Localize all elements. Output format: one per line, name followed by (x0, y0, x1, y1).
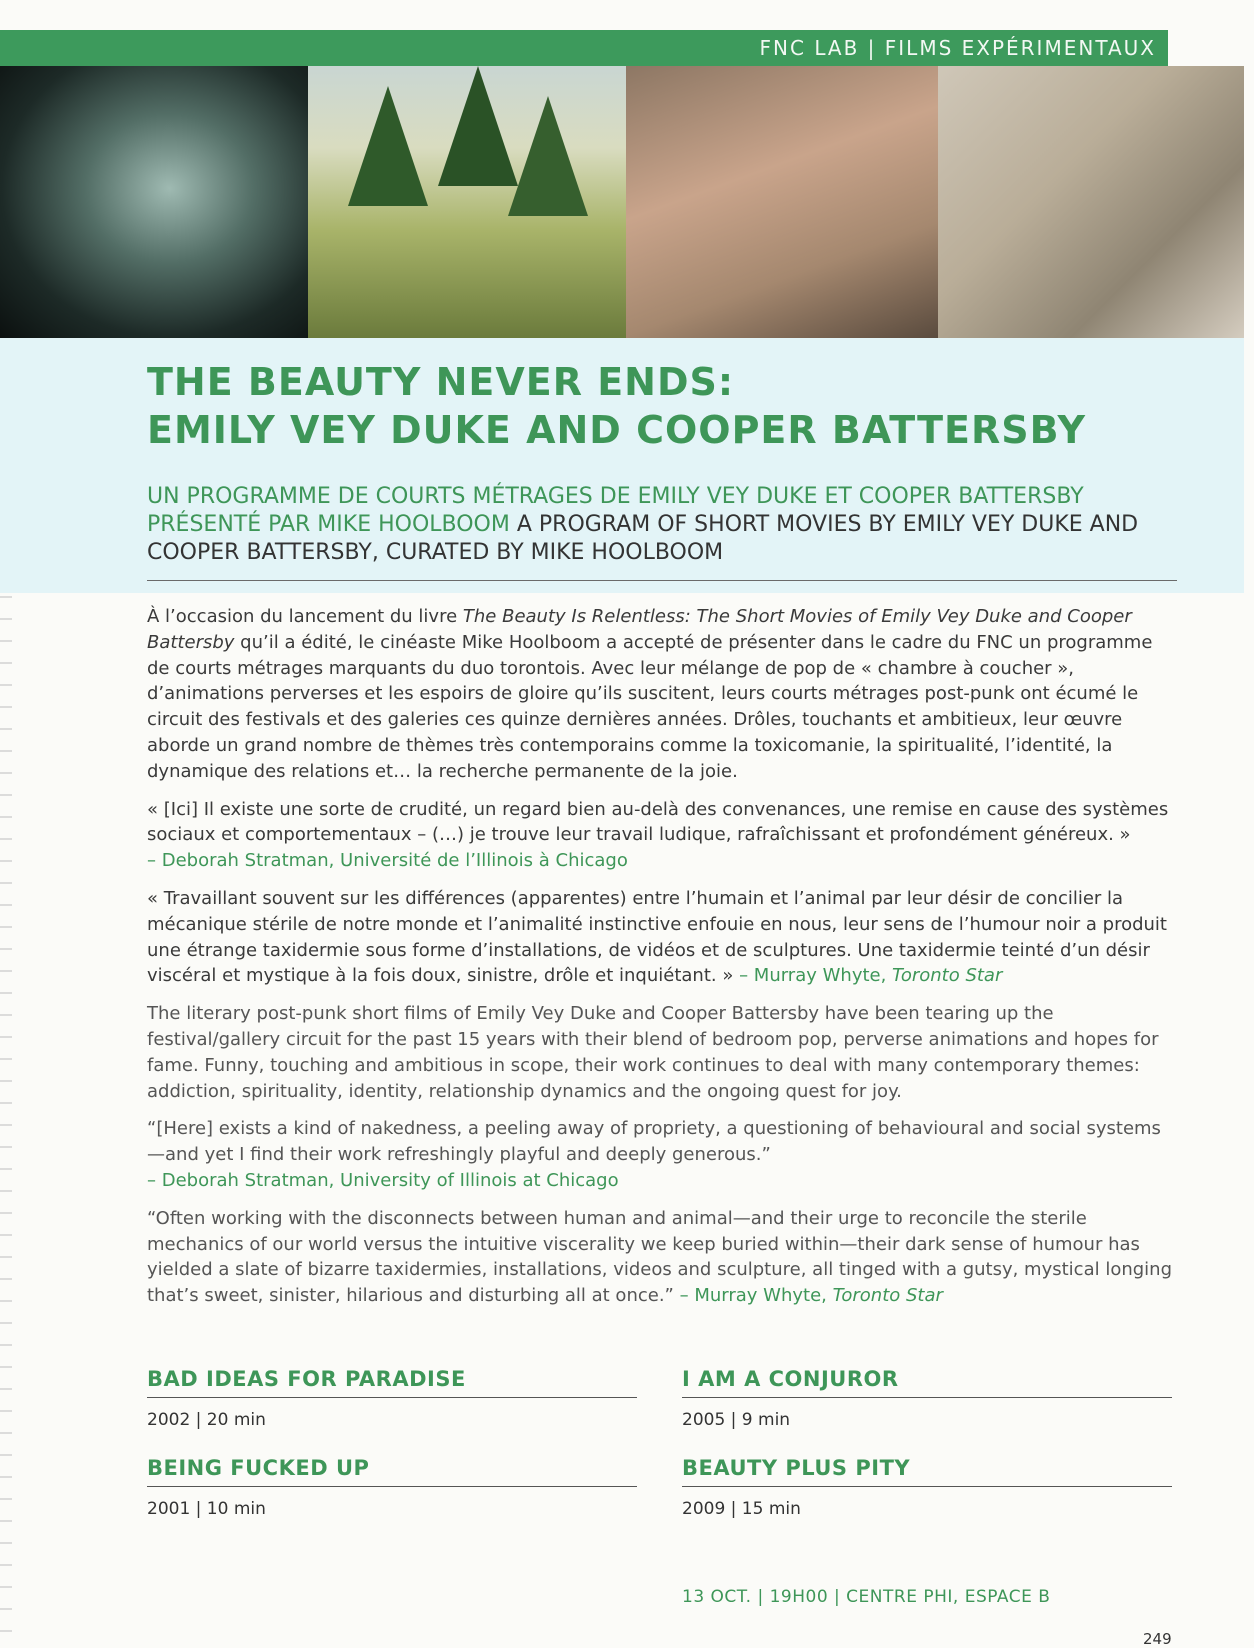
book-title: The Beauty Is Relentless: The Short Movies of Emily Vey Duke and Cooper Battersby (147, 606, 1132, 653)
fr-quote-2-attribution: – Murray Whyte, Toronto Star (739, 965, 1003, 987)
program-title (147, 358, 1147, 454)
film-still-2-animation (308, 66, 626, 338)
film-title: I AM A CONJUROR (682, 1367, 899, 1391)
en-quote-2-attribution: – Murray Whyte, Toronto Star (679, 1285, 943, 1307)
film-stills-strip (0, 66, 1244, 338)
en-quote-2: “Often working with the disconnects between human and animal—and their urge to reconcile the sterile mechanics of our world versus the intuitive viscerality we keep buried within—their dark sense of humour has yielded a slate of bizarre taxidermies, installations, videos and sculpture, all tinged with a gutsy, mystical longing that’s sweet, sinister, hilarious and disturbing all at once.” – Murray Whyte, Toronto Star (147, 1207, 1173, 1307)
film-still-3-portrait (626, 66, 938, 338)
fr-quote-1: « [Ici] Il existe une sorte de crudité, un regard bien au-delà des convenances, une remise en cause des systèmes sociaux et comportementaux – (…) je trouve leur travail ludique, rafraîchissant et profondément généreux. » – Deborah Stratman, Université de l’Illinois à Chicago (147, 798, 1169, 872)
subtitle-fr: UN PROGRAMME DE COURTS MÉTRAGES DE EMILY VEY DUKE ET COOPER BATTERSBY PRÉSENTÉ PAR MIKE HOOLBOOM (147, 484, 1084, 537)
film-meta: 2009 | 15 min (682, 1499, 801, 1519)
fr-intro-paragraph: À l’occasion du lancement du livre The Beauty Is Relentless: The Short Movies of Emily Vey Duke and Cooper Battersby qu’il a édité, le cinéaste Mike Hoolboom a accepté de présenter dans le cadre du FNC un programme de courts métrages marquants du duo torontois. Avec leur mélange de pop de « chambre à coucher », d’animations perverses et les espoirs de gloire qu’ils suscitent, leurs courts métrages post-punk ont écumé le circuit des festivals et des galeries ces quinze dernières années. Drôles, touchants et ambitieux, leur œuvre aborde un grand nombre de thèmes très contemporains comme la toxicomanie, la spiritualité, l’identité, la dynamique des relations et… la recherche permanente de la joie. (147, 606, 1153, 782)
film-divider (682, 1397, 1172, 1398)
en-quote-1: “[Here] exists a kind of nakedness, a peeling away of propriety, a questioning of behavioural and social systems—and yet I find their work refreshingly playful and deeply generous.” – Deborah Stratman, University of Illinois at Chicago (147, 1118, 1161, 1191)
section-header-band (0, 30, 1168, 66)
fr-quote-2: « Travaillant souvent sur les différences (apparentes) entre l’humain et l’animal par leur désir de concilier la mécanique stérile de notre monde et l’animalité instinctive enfouie en nous, leur sens de l’humour noir a produit une étrange taxidermie sous forme d’installations, de vidéos et de sculptures. Une taxidermie teinté d’un désir viscéral et mystique à la fois doux, sinistre, drôle et inquiétant. » – Murray Whyte, Toronto Star (147, 887, 1167, 987)
film-still-1 (0, 66, 308, 338)
section-label: FNC LAB | FILMS EXPÉRIMENTAUX (759, 36, 1156, 60)
film-meta: 2002 | 20 min (147, 1410, 266, 1430)
film-entry (682, 1456, 1172, 1519)
title-line-2: EMILY VEY DUKE AND COOPER BATTERSBY (147, 408, 1087, 452)
fr-quote-1-attribution: – Deborah Stratman, Université de l’Illinois à Chicago (147, 850, 628, 872)
film-title: BAD IDEAS FOR PARADISE (147, 1367, 466, 1391)
film-meta: 2005 | 9 min (682, 1410, 791, 1430)
film-divider (147, 1397, 637, 1398)
film-title: BEAUTY PLUS PITY (682, 1456, 911, 1480)
film-divider (147, 1486, 637, 1487)
page-number: 249 (1143, 1630, 1172, 1648)
film-still-4-blurred (938, 66, 1244, 338)
film-divider (682, 1486, 1172, 1487)
film-entry (147, 1367, 637, 1430)
en-quote-1-attribution: – Deborah Stratman, University of Illinois at Chicago (147, 1169, 619, 1191)
title-line-1: THE BEAUTY NEVER ENDS: (147, 360, 735, 404)
article-body (147, 604, 1177, 1321)
title-divider (147, 580, 1177, 581)
subtitle-en: A PROGRAM OF SHORT MOVIES BY EMILY VEY DUKE AND COOPER BATTERSBY, CURATED BY MIKE HOOLBOOM (147, 512, 1139, 565)
film-entry (147, 1456, 637, 1519)
screening-info: 13 OCT. | 19H00 | CENTRE PHI, ESPACE B (682, 1587, 1051, 1607)
film-meta: 2001 | 10 min (147, 1499, 266, 1519)
film-title: BEING FUCKED UP (147, 1456, 370, 1480)
en-intro-paragraph: The literary post-punk short films of Emily Vey Duke and Cooper Battersby have been tearing up the festival/gallery circuit for the past 15 years with their blend of bedroom pop, perverse animations and hopes for fame. Funny, touching and ambitious in scope, their work continues to deal with many contemporary themes: addiction, spirituality, identity, relationship dynamics and the ongoing quest for joy. (147, 1003, 1159, 1102)
program-subtitle (147, 483, 1177, 567)
film-entry (682, 1367, 1172, 1430)
